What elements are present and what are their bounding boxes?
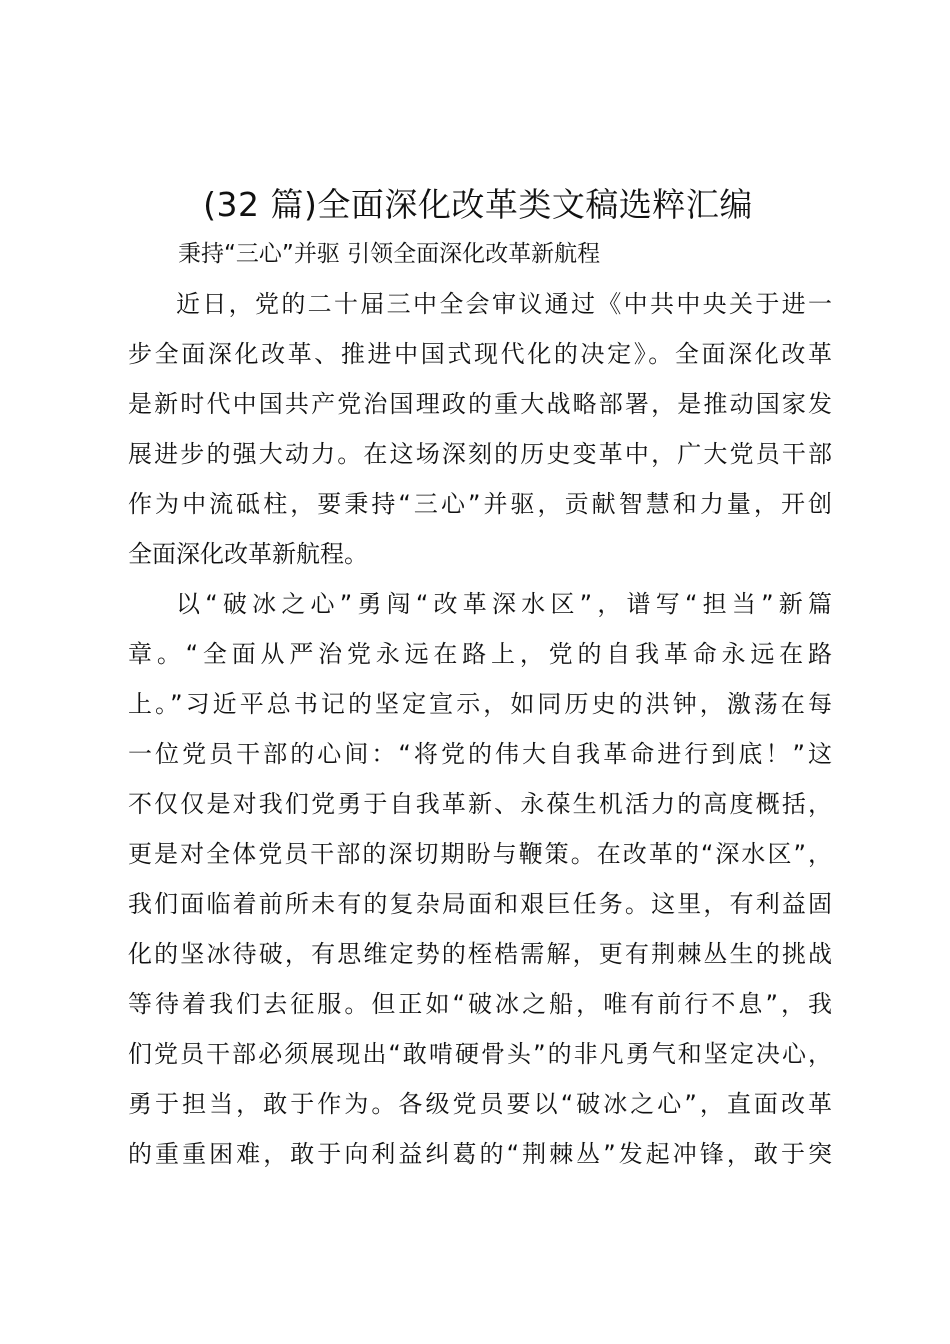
text-line: 章。“全面从严治党永远在路上，党的自我革命永远在路 [128,640,832,668]
text-line: 作为中流砥柱，要秉持“三心”并驱，贡献智慧和力量，开创 [128,490,832,518]
text-line: 更是对全体党员干部的深切期盼与鞭策。在改革的“深水区”， [128,840,832,868]
text-line: 上。”习近平总书记的坚定宣示，如同历史的洪钟，激荡在每 [128,690,832,718]
text-line: 是新时代中国共产党治国理政的重大战略部署，是推动国家发 [128,390,832,418]
text-line: 们党员干部必须展现出“敢啃硬骨头”的非凡勇气和坚定决心， [128,1040,832,1068]
text-line: 以“破冰之心”勇闯“改革深水区”，谱写“担当”新篇 [176,590,832,618]
text-line: 等待着我们去征服。但正如“破冰之船，唯有前行不息”，我 [128,990,832,1018]
text-line: 化的坚冰待破，有思维定势的桎梏需解，更有荆棘丛生的挑战 [128,940,832,968]
text-line: 全面深化改革新航程。 [128,540,368,568]
text-line: 近日，党的二十届三中全会审议通过《中共中央关于进一 [176,290,832,318]
text-line: 展进步的强大动力。在这场深刻的历史变革中，广大党员干部 [128,440,832,468]
document-subtitle: 秉持“三心”并驱 引领全面深化改革新航程 [178,241,601,267]
text-line: 我们面临着前所未有的复杂局面和艰巨任务。这里，有利益固 [128,890,832,918]
document-title: (32 篇)全面深化改革类文稿选粹汇编 [203,185,753,224]
text-line: 勇于担当，敢于作为。各级党员要以“破冰之心”，直面改革 [128,1090,832,1118]
text-line: 步全面深化改革、推进中国式现代化的决定》。全面深化改革 [128,340,832,368]
text-line: 不仅仅是对我们党勇于自我革新、永葆生机活力的高度概括， [128,790,832,818]
text-line: 的重重困难，敢于向利益纠葛的“荆棘丛”发起冲锋，敢于突 [128,1140,832,1168]
text-line: 一位党员干部的心间：“将党的伟大自我革命进行到底！”这 [128,740,832,768]
